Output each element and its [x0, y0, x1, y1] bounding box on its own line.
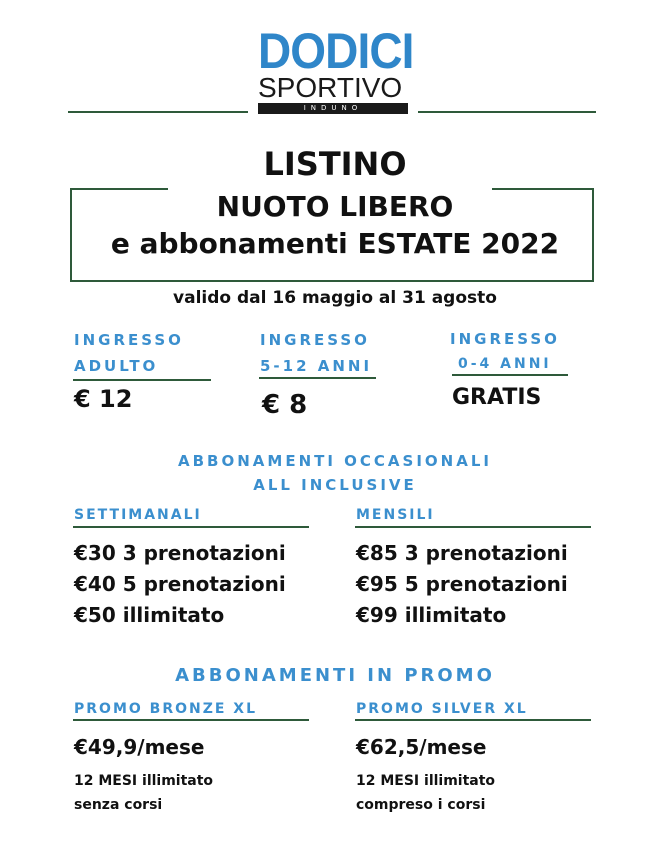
promo-bronze-underline — [73, 719, 309, 721]
logo-wordmark-bottom: SPORTIVO — [258, 72, 403, 103]
ingresso-adulto-price: € 12 — [74, 385, 133, 413]
ingresso-adulto-underline — [73, 379, 211, 381]
mensili-item-1: €85 3 prenotazioni — [356, 541, 568, 565]
promo-bronze-price: €49,9/mese — [74, 735, 205, 759]
ingresso-ragazzi-label-2: 5-12 ANNI — [260, 357, 373, 375]
settimanali-item-1: €30 3 prenotazioni — [74, 541, 286, 565]
ingresso-bimbi-price: GRATIS — [452, 385, 542, 410]
settimanali-item-2: €40 5 prenotazioni — [74, 572, 286, 596]
occasionali-heading-1: ABBONAMENTI OCCASIONALI — [178, 452, 492, 470]
ingresso-ragazzi-price: € 8 — [262, 390, 308, 420]
brand-logo — [0, 23, 670, 116]
ingresso-adulto-label-1: INGRESSO — [74, 331, 184, 349]
page-title: LISTINO — [263, 145, 407, 183]
settimanali-title: SETTIMANALI — [74, 507, 202, 523]
mensili-item-2: €95 5 prenotazioni — [356, 572, 568, 596]
promo-silver-note-2: compreso i corsi — [356, 797, 486, 813]
promo-silver-price: €62,5/mese — [356, 735, 487, 759]
subtitle-line-2: e abbonamenti ESTATE 2022 — [110, 227, 560, 260]
mensili-title: MENSILI — [356, 507, 435, 523]
mensili-underline — [355, 526, 591, 528]
promo-bronze-note-2: senza corsi — [74, 797, 163, 813]
promo-silver-underline — [355, 719, 591, 721]
promo-bronze-title: PROMO BRONZE XL — [74, 701, 258, 717]
header-rule-right — [418, 111, 596, 113]
subtitle-line-1: NUOTO LIBERO — [216, 190, 454, 223]
logo-subtitle: INDUNO — [258, 103, 408, 114]
promo-silver-note-1: 12 MESI illimitato — [356, 773, 496, 789]
promo-heading: ABBONAMENTI IN PROMO — [175, 665, 495, 686]
ingresso-ragazzi-underline — [259, 377, 376, 379]
settimanali-underline — [73, 526, 309, 528]
promo-silver-title: PROMO SILVER XL — [356, 701, 528, 717]
ingresso-adulto-label-2: ADULTO — [74, 357, 159, 375]
logo-wordmark-top: DODICI — [258, 23, 414, 79]
mensili-item-3: €99 illimitato — [356, 603, 507, 627]
promo-bronze-note-1: 12 MESI illimitato — [74, 773, 214, 789]
ingresso-bimbi-underline — [452, 374, 568, 376]
validity-text: valido dal 16 maggio al 31 agosto — [173, 288, 497, 308]
settimanali-item-3: €50 illimitato — [74, 603, 225, 627]
ingresso-ragazzi-label-1: INGRESSO — [260, 331, 370, 349]
occasionali-heading-2: ALL INCLUSIVE — [253, 476, 417, 494]
ingresso-bimbi-label-2: 0-4 ANNI — [458, 356, 552, 372]
header-rule-left — [68, 111, 248, 113]
ingresso-bimbi-label-1: INGRESSO — [450, 330, 560, 348]
